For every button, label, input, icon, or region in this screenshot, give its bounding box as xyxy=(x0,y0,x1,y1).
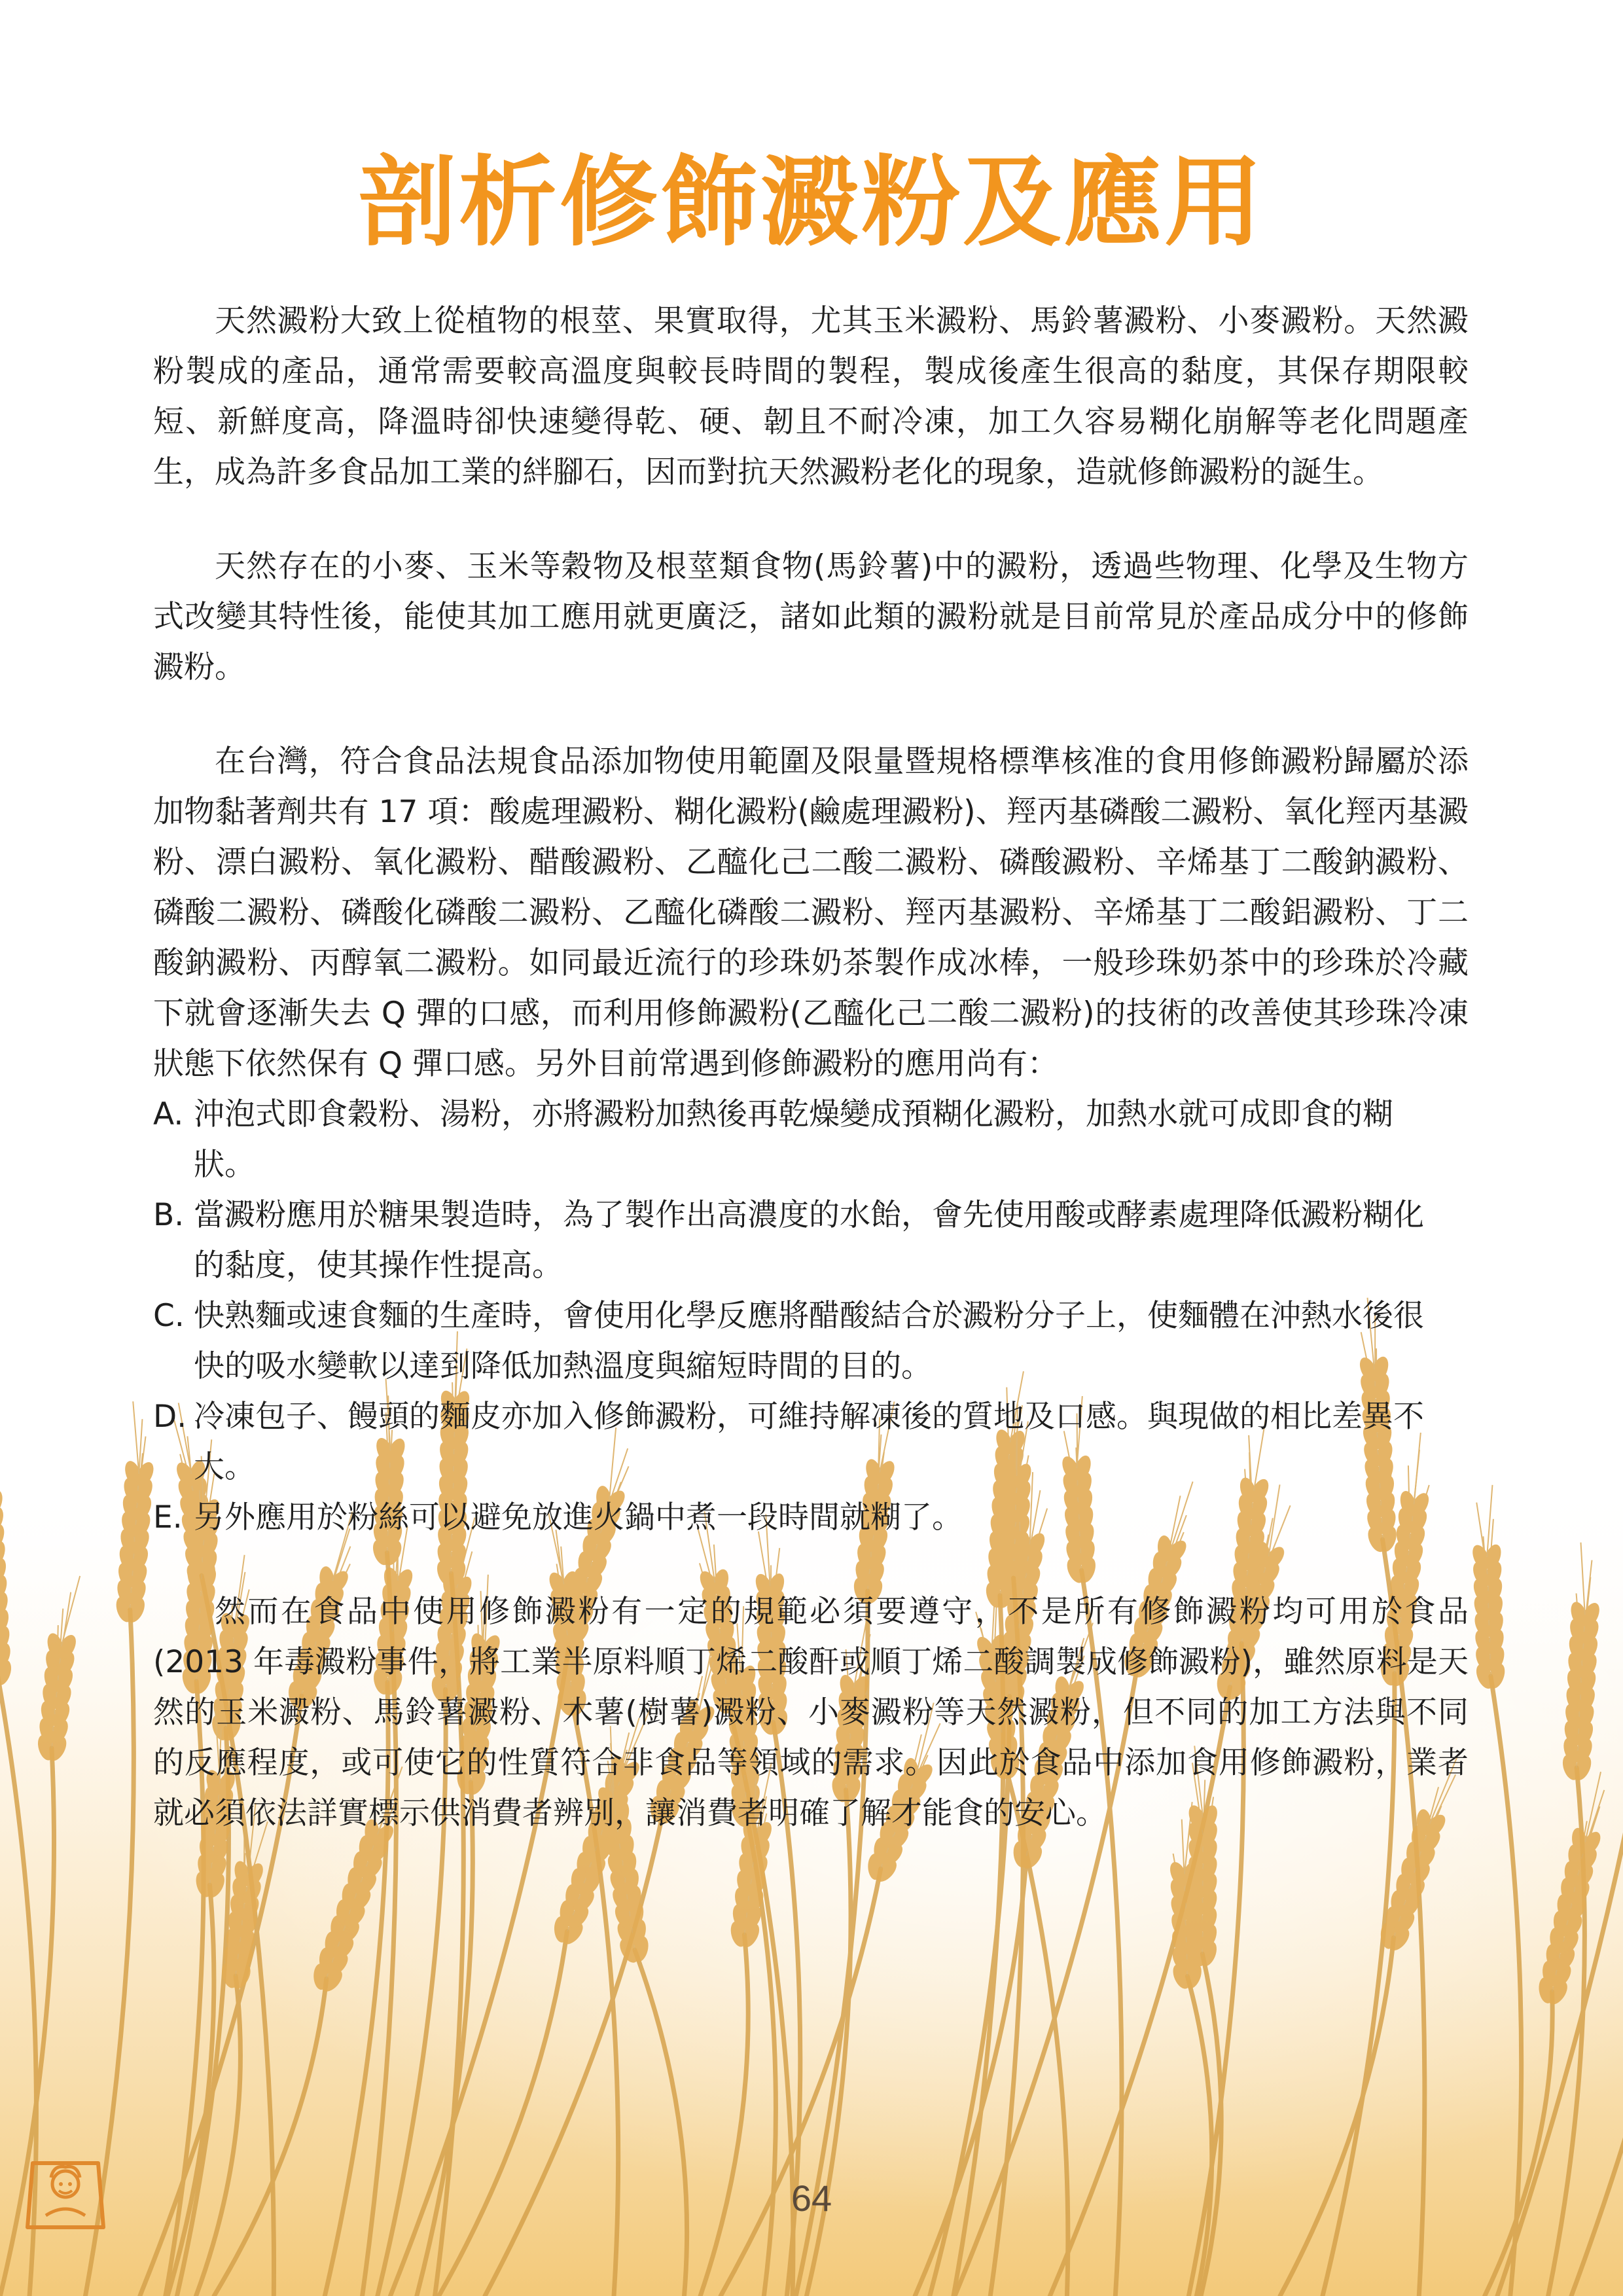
list-marker: D. xyxy=(153,1399,187,1435)
list-item-text: 冷凍包子、饅頭的麵皮亦加入修飾澱粉，可維持解凍後的質地及口感。與現做的相比差異不大。 xyxy=(194,1399,1424,1485)
article-body xyxy=(153,296,1469,1839)
applications-list xyxy=(153,1089,1469,1543)
page-number: 64 xyxy=(791,2178,832,2219)
list-item-text: 沖泡式即食穀粉、湯粉，亦將澱粉加熱後再乾燥變成預糊化澱粉，加熱水就可成即食的糊狀。 xyxy=(194,1096,1393,1183)
list-item-text: 當澱粉應用於糖果製造時，為了製作出高濃度的水飴，會先使用酸或酵素處理降低澱粉糊化的黏度，使其操作性提高。 xyxy=(194,1197,1424,1283)
list-marker: B. xyxy=(153,1197,185,1233)
paragraph-taiwan-regulation: 在台灣，符合食品法規食品添加物使用範圍及限量暨規格標準核准的食用修飾澱粉歸屬於添加物黏著劑共有 17 項：酸處理澱粉、糊化澱粉(鹼處理澱粉)、羥丙基磷酸二澱粉、氧化羥丙基澱粉、漂白澱粉、氧化澱粉、醋酸澱粉、乙醯化己二酸二澱粉、磷酸澱粉、辛烯基丁二酸鈉澱粉、磷酸二澱粉、磷酸化磷酸二澱粉、乙醯化磷酸二澱粉、羥丙基澱粉、辛烯基丁二酸鋁澱粉、丁二酸鈉澱粉、丙醇氧二澱粉。如同最近流行的珍珠奶茶製作成冰棒，一般珍珠奶茶中的珍珠於冷藏下就會逐漸失去 Q 彈的口感，而利用修飾澱粉(乙醯化己二酸二澱粉)的技術的改善使其珍珠冷凍狀態下依然保有 Q 彈口感。另外目前常遇到修飾澱粉的應用尚有： xyxy=(153,744,1469,1082)
paragraph-intro: 天然澱粉大致上從植物的根莖、果實取得，尤其玉米澱粉、馬鈴薯澱粉、小麥澱粉。天然澱粉製成的產品，通常需要較高溫度與較長時間的製程，製成後產生很高的黏度，其保存期限較短、新鮮度高，降溫時卻快速變得乾、硬、韌且不耐冷凍，加工久容易糊化崩解等老化問題產生，成為許多食品加工業的絆腳石，因而對抗天然澱粉老化的現象，造就修飾澱粉的誕生。 xyxy=(153,303,1469,490)
list-marker: E. xyxy=(153,1499,183,1535)
list-item-text: 另外應用於粉絲可以避免放進火鍋中煮一段時間就糊了。 xyxy=(194,1499,963,1535)
list-item-text: 快熟麵或速食麵的生產時，會使用化學反應將醋酸結合於澱粉分子上，使麵體在沖熱水後很快的吸水變軟以達到降低加熱溫度與縮短時間的目的。 xyxy=(194,1298,1424,1384)
page-title: 剖析修飾澱粉及應用 xyxy=(357,146,1265,260)
list-item xyxy=(153,1492,1469,1543)
paragraph-conclusion: 然而在食品中使用修飾澱粉有一定的規範必須要遵守，不是所有修飾澱粉均可用於食品(2013 年毒澱粉事件，將工業半原料順丁烯二酸酐或順丁烯二酸調製成修飾澱粉)，雖然原料是天然的玉米澱粉、馬鈴薯澱粉、木薯(樹薯)澱粉、小麥澱粉等天然澱粉，但不同的加工方法與不同的反應程度，或可使它的性質符合非食品等領域的需求。因此於食品中添加食用修飾澱粉，業者就必須依法詳實標示供消費者辨別，讓消費者明確了解才能食的安心。 xyxy=(153,1594,1469,1831)
list-marker: C. xyxy=(153,1298,185,1334)
paragraph-definition: 天然存在的小麥、玉米等穀物及根莖類食物(馬鈴薯)中的澱粉，透過些物理、化學及生物方式改變其特性後，能使其加工應用就更廣泛，諸如此類的澱粉就是目前常見於產品成分中的修飾澱粉。 xyxy=(153,548,1469,685)
list-marker: A. xyxy=(153,1096,184,1132)
list-item xyxy=(153,1190,1469,1291)
list-item xyxy=(153,1089,1469,1190)
list-item xyxy=(153,1291,1469,1391)
list-item xyxy=(153,1391,1469,1492)
